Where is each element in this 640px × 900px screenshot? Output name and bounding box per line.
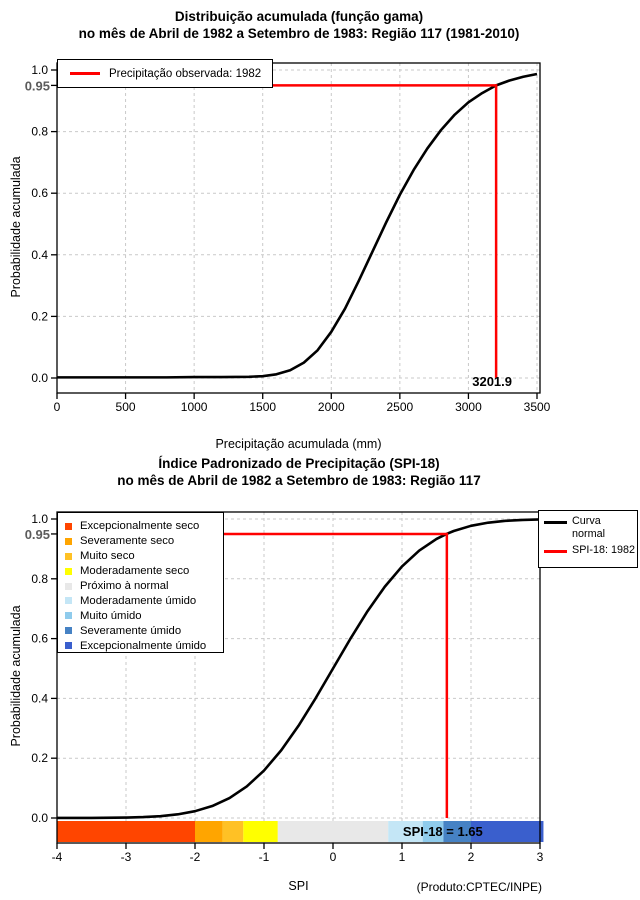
ytick-label: 0.8 — [31, 124, 48, 139]
legend-item-moderadamente-seco: Moderadamente seco — [65, 564, 223, 579]
ytick-label: 0.6 — [31, 631, 48, 646]
xtick-label: 1500 — [249, 400, 277, 414]
chart2-title-block — [8, 455, 590, 489]
legend-item-severamente-seco: Severamente seco — [65, 534, 223, 549]
chart1-ylabel: Probabilidade acumulada — [9, 156, 23, 298]
chart1-legend — [57, 59, 273, 88]
ytick-label: 0.2 — [31, 751, 48, 766]
xtick-label: -4 — [51, 850, 63, 864]
chart2-xlabel: SPI — [288, 879, 309, 893]
chart2-ylabel: Probabilidade acumulada — [9, 605, 23, 747]
chart2-series-legend — [538, 510, 638, 568]
ytick-label: 0.2 — [31, 309, 48, 324]
xtick-label: -3 — [120, 850, 132, 864]
xtick-label: -2 — [189, 850, 201, 864]
category-color-swatch — [65, 553, 72, 560]
xtick-label: 1 — [398, 850, 406, 864]
ytick-label: 1.0 — [31, 512, 48, 526]
normal-curve-swatch — [544, 521, 567, 524]
legend-item-excepcionalmente-seco: Excepcionalmente seco — [65, 519, 223, 534]
marker-value-label: SPI-18 = 1.65 — [402, 824, 483, 839]
chart1-title-block — [8, 8, 590, 42]
xtick-label: 0 — [329, 850, 337, 864]
spi-band-segment — [243, 821, 277, 842]
chart2-title: Índice Padronizado de Precipitação (SPI-18) — [158, 456, 440, 471]
chart1-subtitle: no mês de Abril de 1982 a Setembro de 1983: Região 117 (1981-2010) — [78, 26, 520, 41]
xtick-label: 0 — [53, 400, 61, 414]
ytick-label: 0.4 — [31, 691, 48, 706]
chart1-xlabel: Precipitação acumulada (mm) — [215, 437, 382, 451]
chart1-title: Distribuição acumulada (função gama) — [174, 9, 424, 24]
plot-frame — [57, 63, 540, 393]
ytick-label: 0.8 — [31, 571, 48, 586]
category-color-swatch — [65, 627, 72, 634]
legend-item-muito-umido: Muito úmido — [65, 608, 223, 623]
marker-value-label: 3201.9 — [472, 374, 513, 389]
legend-item-severamente-umido: Severamente úmido — [65, 623, 223, 638]
xtick-label: 2 — [467, 850, 475, 864]
category-color-swatch — [65, 523, 72, 530]
legend-item-spi18-1982: SPI-18: 1982 — [544, 544, 632, 557]
observed-line-swatch — [70, 72, 100, 75]
xtick-label: 3 — [536, 850, 544, 864]
ytick-095-label: 0.95 — [24, 78, 50, 94]
cdf-curve — [57, 74, 537, 377]
ytick-label: 0.0 — [31, 811, 48, 825]
legend-item-excepcionalmente-umido: Excepcionalmente úmido — [65, 638, 223, 653]
category-color-swatch — [65, 583, 72, 590]
category-color-swatch — [65, 597, 72, 604]
product-credit: (Produto:CPTEC/INPE) — [416, 880, 542, 894]
xtick-label: 2000 — [317, 400, 345, 414]
spi-line-swatch — [544, 550, 567, 553]
spi-band-segment — [223, 821, 244, 842]
spi-band-segment — [278, 821, 388, 842]
chart2-subtitle: no mês de Abril de 1982 a Setembro de 1983: Região 117 — [117, 473, 481, 488]
legend-item-curva-normal: Curva normal — [544, 515, 632, 541]
xtick-label: 3500 — [523, 400, 551, 414]
ytick-label: 0.4 — [31, 247, 48, 262]
category-color-swatch — [65, 612, 72, 619]
xtick-label: -1 — [258, 850, 270, 864]
spi-band-segment — [195, 821, 223, 842]
category-color-swatch — [65, 538, 72, 545]
legend-item-proximo-a-normal: Próximo à normal — [65, 579, 223, 594]
chart1-plot — [25, 63, 551, 414]
ytick-label: 0.6 — [31, 186, 48, 201]
chart1-legend-label: Precipitação observada: 1982 — [109, 67, 262, 80]
ytick-095-label: 0.95 — [24, 526, 50, 542]
spi-category-legend — [57, 512, 224, 653]
xtick-label: 2500 — [386, 400, 414, 414]
legend-item-muito-seco: Muito seco — [65, 549, 223, 564]
xtick-label: 3000 — [455, 400, 482, 414]
ytick-label: 0.0 — [31, 371, 48, 385]
category-color-swatch — [65, 568, 72, 575]
observed-value-marker — [57, 85, 496, 378]
xtick-label: 1000 — [180, 400, 208, 414]
spi-band-segment — [57, 821, 195, 842]
ytick-label: 1.0 — [31, 63, 48, 77]
legend-item-moderadamente-umido: Moderadamente úmido — [65, 593, 223, 608]
category-color-swatch — [65, 642, 72, 649]
xtick-label: 500 — [115, 400, 136, 414]
